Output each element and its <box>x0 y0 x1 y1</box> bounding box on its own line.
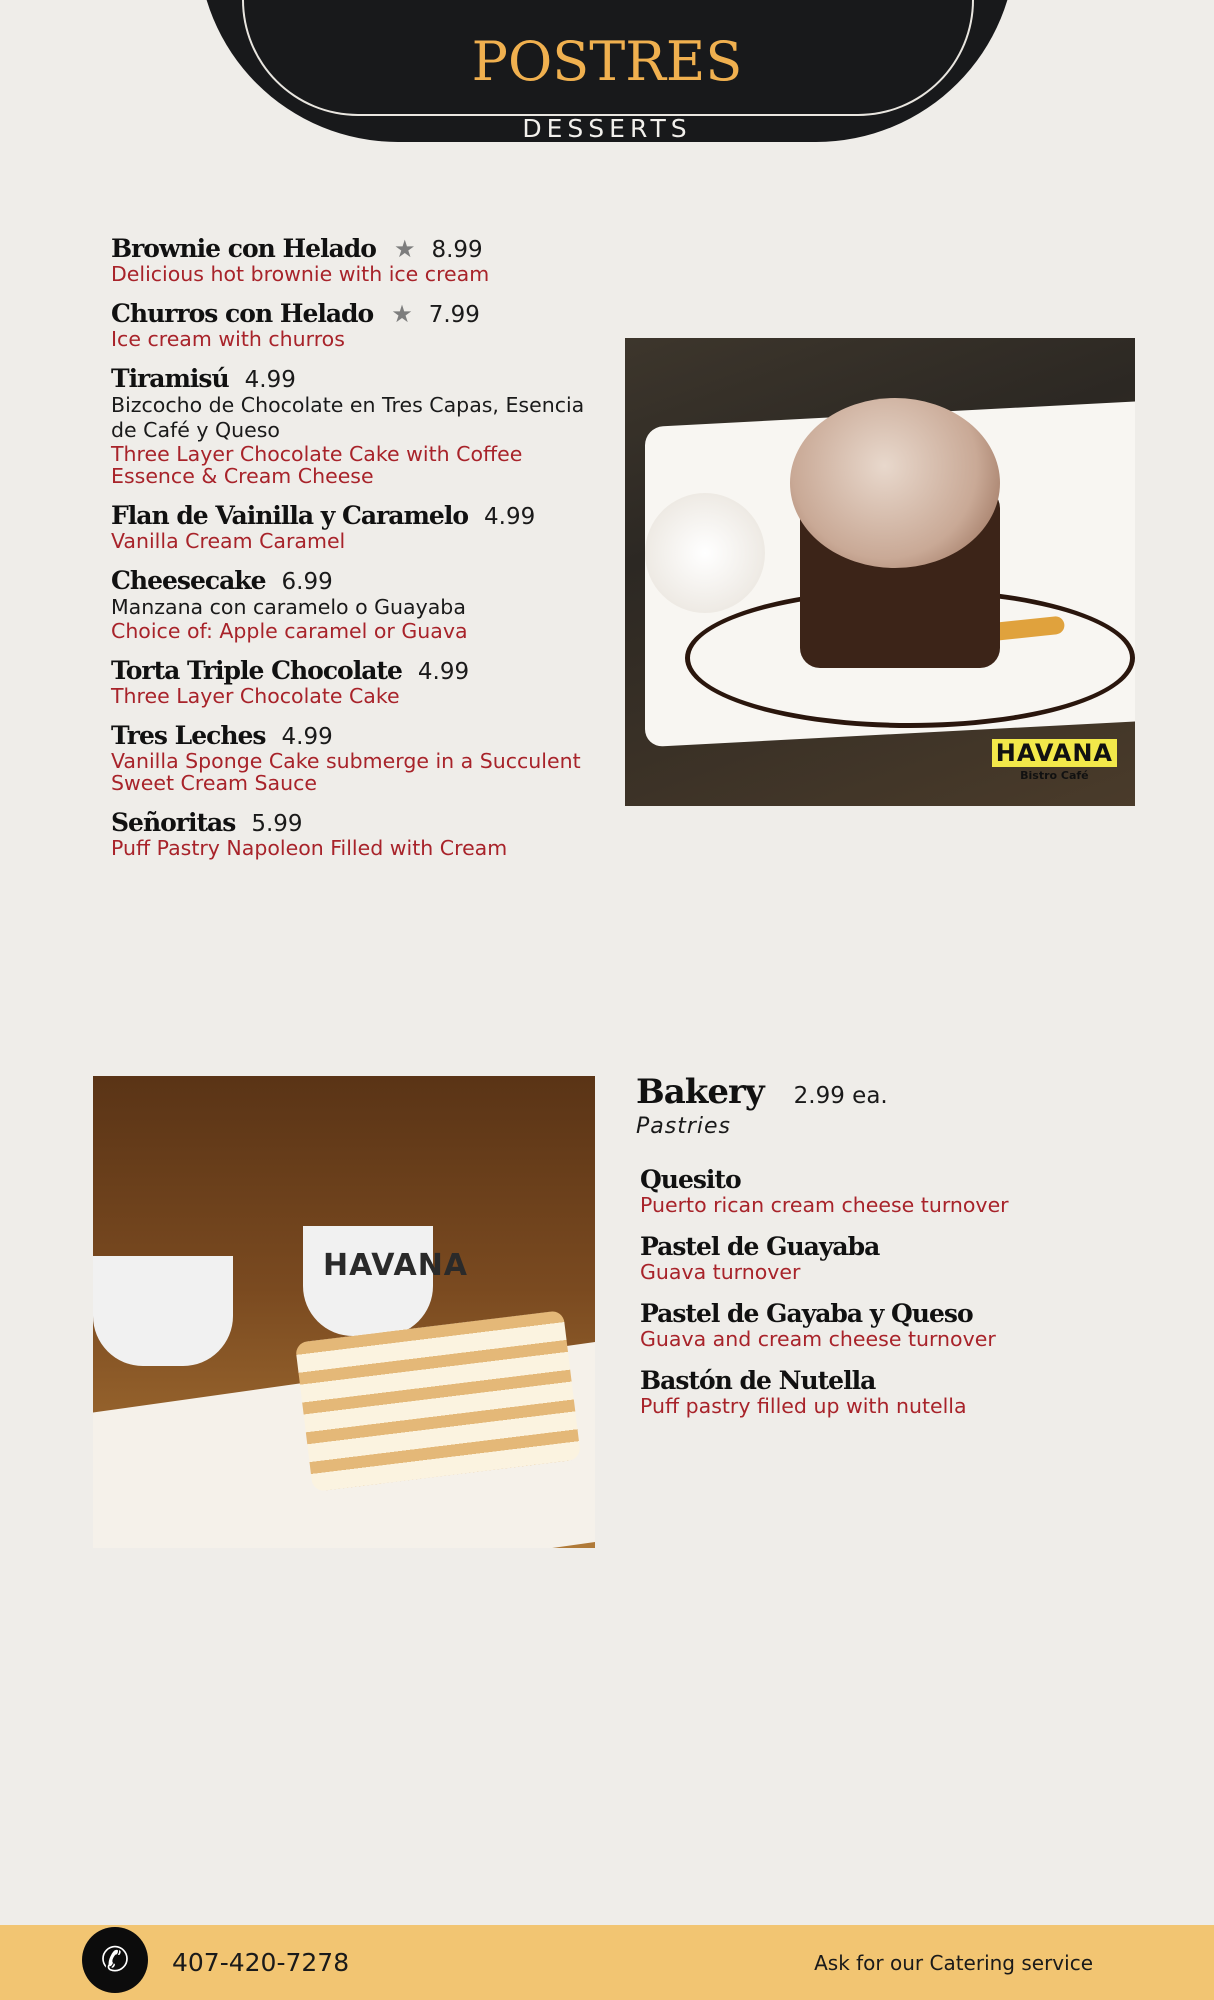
item-desc-en: Vanilla Sponge Cake submerge in a Succulent Sweet Cream Sauce <box>111 749 581 795</box>
item-desc-en: Puff pastry filled up with nutella <box>640 1394 967 1418</box>
item-price: 7.99 <box>428 302 480 328</box>
logo-tagline: Bistro Café <box>1020 769 1089 782</box>
catering-note: Ask for our Catering service <box>814 1951 1093 1975</box>
desserts-list <box>111 234 611 873</box>
bakery-price: 2.99 ea. <box>793 1083 888 1109</box>
menu-item <box>640 1232 1156 1283</box>
bakery-section <box>636 1072 1156 1433</box>
menu-item <box>111 234 611 285</box>
cup-logo: HAVANA <box>323 1248 469 1283</box>
star-icon: ★ <box>391 300 413 328</box>
menu-item <box>111 656 611 707</box>
menu-item <box>111 299 611 350</box>
item-name: Cheesecake <box>111 566 266 595</box>
bakery-list <box>640 1165 1156 1417</box>
item-desc-en: Guava and cream cheese turnover <box>640 1327 996 1351</box>
item-desc-en: Guava turnover <box>640 1260 801 1284</box>
havana-logo <box>992 739 1117 782</box>
item-name: Pastel de Guayaba <box>640 1232 880 1261</box>
bakery-title: Bakery <box>636 1072 764 1112</box>
menu-item <box>111 364 611 487</box>
item-desc-en: Puerto rican cream cheese turnover <box>640 1193 1009 1217</box>
coffee-cup <box>303 1226 469 1336</box>
item-name: Flan de Vainilla y Caramelo <box>111 501 469 530</box>
item-desc-en: Vanilla Cream Caramel <box>111 529 346 553</box>
logo-word: HAVANA <box>992 739 1117 767</box>
item-price: 4.99 <box>417 659 470 685</box>
item-price: 4.99 <box>484 504 536 530</box>
item-name: Señoritas <box>111 808 236 837</box>
item-desc-es: Bizcocho de Chocolate en Tres Capas, Esencia de Café y Queso <box>111 393 585 442</box>
ice-cream-scoop <box>790 398 1000 568</box>
whipped-cream <box>645 493 765 613</box>
item-name: Tiramisú <box>111 364 229 393</box>
menu-item <box>111 566 611 642</box>
item-desc-en: Ice cream with churros <box>111 327 345 351</box>
menu-item <box>111 808 611 859</box>
phone-icon[interactable]: ✆ <box>82 1927 148 1993</box>
item-price: 4.99 <box>244 367 296 393</box>
item-price: 5.99 <box>251 811 303 837</box>
item-price: 6.99 <box>281 569 333 595</box>
menu-item <box>640 1165 1156 1216</box>
phone-number[interactable]: 407-420-7278 <box>172 1948 350 1977</box>
item-desc-es: Manzana con caramelo o Guayaba <box>111 595 466 619</box>
item-name: Torta Triple Chocolate <box>111 656 402 685</box>
item-name: Brownie con Helado <box>111 234 376 263</box>
menu-item <box>640 1366 1156 1417</box>
page-subtitle: DESSERTS <box>522 114 692 143</box>
item-desc-en: Delicious hot brownie with ice cream <box>111 262 490 286</box>
pastry-photo <box>93 1076 595 1548</box>
item-price: 8.99 <box>431 237 483 263</box>
item-desc-en: Choice of: Apple caramel or Guava <box>111 619 468 643</box>
bakery-subtitle: Pastries <box>636 1114 731 1139</box>
item-name: Bastón de Nutella <box>640 1366 876 1395</box>
menu-item <box>111 721 611 794</box>
page-title: POSTRES <box>471 30 743 93</box>
menu-item <box>111 501 611 552</box>
brownie-photo <box>625 338 1135 806</box>
item-desc-en: Three Layer Chocolate Cake <box>111 684 400 708</box>
item-price: 4.99 <box>281 724 333 750</box>
item-name: Churros con Helado <box>111 299 374 328</box>
item-name: Tres Leches <box>111 721 266 750</box>
menu-item <box>640 1299 1156 1350</box>
item-desc-en: Puff Pastry Napoleon Filled with Cream <box>111 836 508 860</box>
item-desc-en: Three Layer Chocolate Cake with Coffee Essence & Cream Cheese <box>111 442 523 488</box>
item-name: Quesito <box>640 1165 741 1194</box>
coffee-cup <box>93 1256 233 1366</box>
item-name: Pastel de Gayaba y Queso <box>640 1299 973 1328</box>
star-icon: ★ <box>393 235 416 263</box>
